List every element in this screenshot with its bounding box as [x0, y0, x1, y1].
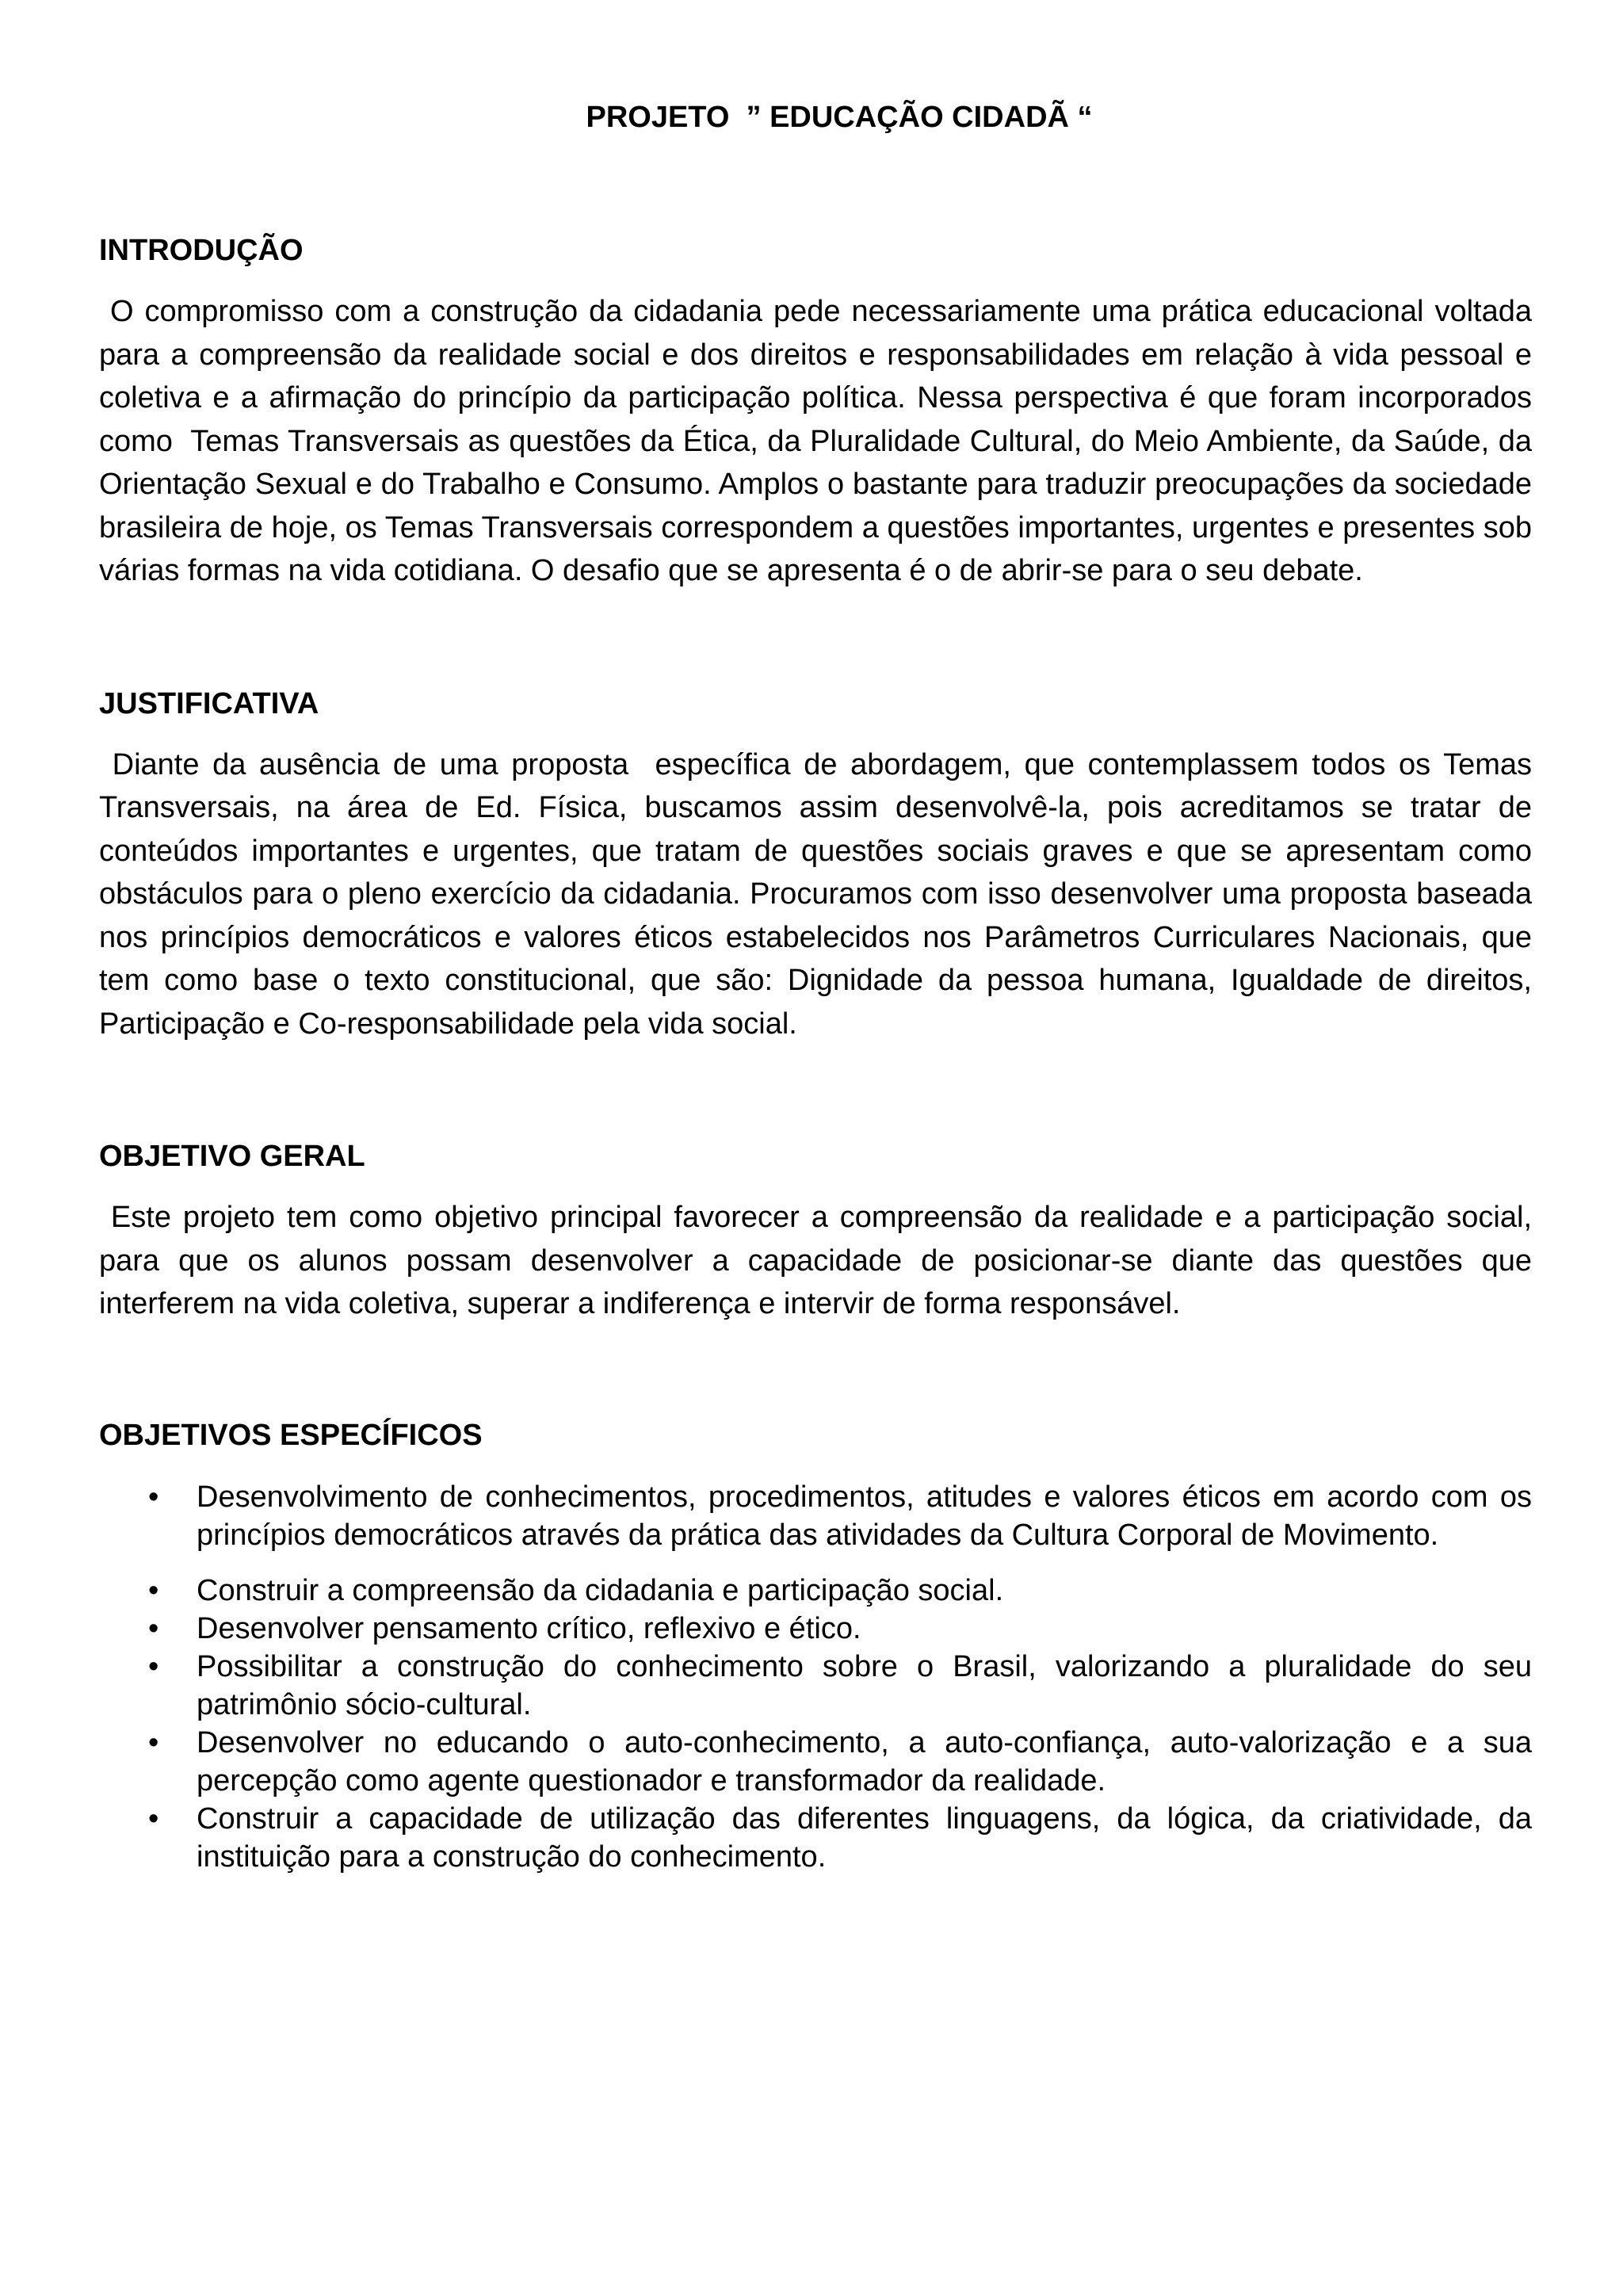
document-page [99, 95, 1541, 1876]
bullet-icon: • [148, 1801, 159, 1836]
list-item-text: Possibilitar a construção do conhecimento sobre o Brasil, valorizando a pluralidade do seu patrimônio sócio-cultural. [197, 1649, 1532, 1721]
section-heading-justificativa: JUSTIFICATIVA [99, 686, 319, 720]
list-item-text: Construir a compreensão da cidadania e participação social. [197, 1573, 1004, 1607]
section-objetivo-geral [99, 1134, 1541, 1326]
section-introducao [99, 228, 1541, 593]
bullet-icon: • [148, 1573, 159, 1607]
objectives-list [99, 1478, 1532, 1876]
list-item-text: Desenvolvimento de conhecimentos, procedimentos, atitudes e valores éticos em acordo com os princípios democráticos através da prática das atividades da Cultura Corporal de Movimento. [197, 1480, 1532, 1552]
paragraph-justificativa: Diante da ausência de uma proposta específica de abordagem, que contemplassem todos os Temas Transversais, na área de Ed. Física, buscamos assim desenvolvê-la, pois acreditamos se tratar de conteúdos importantes e urgentes, que tratam de questões sociais graves e que se apresentam como obstáculos para o pleno exercício da cidadania. Procuramos com isso desenvolver uma proposta baseada nos princípios democráticos e valores éticos estabelecidos nos Parâmetros Curriculares Nacionais, que tem como base o texto constitucional, que são: Dignidade da pessoa humana, Igualdade de direitos, Participação e Co-responsabilidade pela vida social. [99, 747, 1541, 1041]
list-item-text: Desenvolver no educando o auto-conhecimento, a auto-confiança, auto-valorização e a sua percepção como agente questionador e transformador da realidade. [197, 1725, 1532, 1797]
list-item [99, 1610, 1532, 1648]
section-heading-objetivos-especificos: OBJETIVOS ESPECÍFICOS [99, 1418, 483, 1452]
list-item [99, 1572, 1532, 1610]
section-justificativa [99, 682, 1541, 1046]
section-heading-objetivo-geral: OBJETIVO GERAL [99, 1140, 365, 1173]
list-item-text: Desenvolver pensamento crítico, reflexivo e ético. [197, 1611, 861, 1645]
paragraph-objetivo-geral: Este projeto tem como objetivo principal favorecer a compreensão da realidade e a participação social, para que os alunos possam desenvolver a capacidade de posicionar-se diante das questões que interferem na vida coletiva, superar a indiferença e intervir de forma responsável. [99, 1201, 1541, 1320]
bullet-icon: • [148, 1611, 159, 1645]
bullet-icon: • [148, 1480, 159, 1514]
document-title: PROJETO ” EDUCAÇÃO CIDADÃ “ [586, 101, 1093, 134]
section-objetivos-especificos [99, 1413, 1532, 1876]
list-item-text: Construir a capacidade de utilização das diferentes linguagens, da lógica, da criatividade, da instituição para a construção do conhecimento. [197, 1801, 1532, 1874]
paragraph-introducao: O compromisso com a construção da cidadania pede necessariamente uma prática educacional voltada para a compreensão da realidade social e dos direitos e responsabilidades em relação à vida pessoal e coletiva e a afirmação do princípio da participação política. Nessa perspectiva é que foram incorporados como Temas Transversais as questões da Ética, da Pluralidade Cultural, do Meio Ambiente, da Saúde, da Orientação Sexual e do Trabalho e Consumo. Amplos o bastante para traduzir preocupações da sociedade brasileira de hoje, os Temas Transversais correspondem a questões importantes, urgentes e presentes sob várias formas na vida cotidiana. O desafio que se apresenta é o de abrir-se para o seu debate. [99, 295, 1541, 587]
list-item [99, 1800, 1532, 1876]
section-heading-introducao: INTRODUÇÃO [99, 234, 304, 267]
list-item [99, 1724, 1532, 1800]
list-item [99, 1478, 1532, 1554]
bullet-icon: • [148, 1725, 159, 1759]
list-item [99, 1648, 1532, 1724]
bullet-icon: • [148, 1649, 159, 1683]
